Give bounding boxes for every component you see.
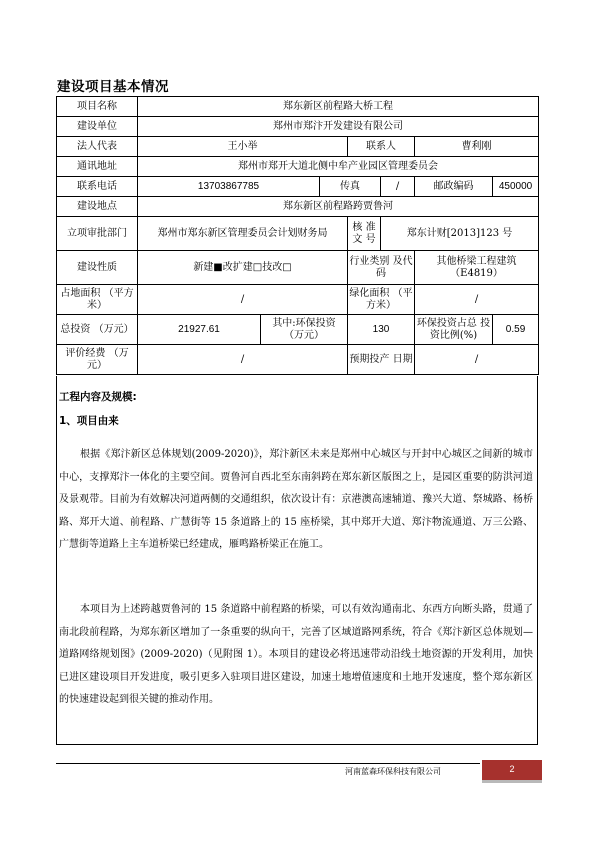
env-ratio-label: 环保投资占总 投资比例(%) (415, 315, 493, 345)
project-name-label: 项目名称 (57, 97, 138, 117)
table-row (57, 315, 539, 345)
table-row (57, 177, 539, 197)
fax-value: / (381, 177, 415, 197)
page-number-box (482, 760, 542, 780)
eval-fee-label: 评价经费 （万元） (57, 345, 138, 375)
postcode-label: 邮政编码 (415, 177, 493, 197)
env-investment-value: 130 (348, 315, 415, 345)
approval-no-value: 郑东计财[2013]123 号 (381, 217, 539, 251)
content-subheading: 1、项目由来 (59, 415, 119, 427)
total-investment-label: 总投资 （万元） (57, 315, 138, 345)
total-investment-value: 21927.61 (138, 315, 261, 345)
address-label: 通讯地址 (57, 157, 138, 177)
table-row (57, 285, 539, 315)
paragraph-project-description: 本项目为上述跨越贾鲁河的 15 条道路中前程路的桥梁，可以有效沟通南北、东西方向断头路，贯通了南北段前程路，为郑东新区增加了一条重要的纵向干，完善了区域道路网系统，符合《郑汴新区总体规划—道路网络规划图》(2009-2020)（见附图 1）。本项目的建设必将迅速带动沿线土地资源的开发利用，加快已进区建设项目开发进度，吸引更多入驻项目进区建设，加速土地增值速度和土地开发速度，整个郑东新区的快速建设起到很关键的推动作用。 (59, 604, 533, 705)
location-label: 建设地点 (57, 197, 138, 217)
green-area-value: / (415, 285, 539, 315)
legal-rep-label: 法人代表 (57, 137, 138, 157)
location-value: 郑东新区前程路跨贾鲁河 (138, 197, 539, 217)
address-value: 郑州市郑开大道北侧中牟产业园区管理委员会 (138, 157, 539, 177)
land-area-label: 占地面积 （平方米） (57, 285, 138, 315)
production-date-value: / (415, 345, 539, 375)
env-investment-label: 其中:环保投资 （万元） (261, 315, 348, 345)
footer-rule (56, 763, 480, 764)
eval-fee-value: / (138, 345, 348, 375)
postcode-value: 450000 (493, 177, 539, 197)
green-area-label: 绿化面积 （平方米） (348, 285, 415, 315)
table-row (57, 117, 539, 137)
builder-value: 郑州市郑汴开发建设有限公司 (138, 117, 539, 137)
industry-label: 行业类别 及代码 (348, 251, 415, 285)
contact-label: 联系人 (348, 137, 415, 157)
page-number: 2 (509, 764, 515, 774)
table-row (57, 345, 539, 375)
content-heading: 工程内容及规模: (59, 391, 137, 403)
land-area-value: / (138, 285, 348, 315)
table-row (57, 217, 539, 251)
project-info-table (56, 96, 539, 375)
section-title: 建设项目基本情况 (57, 79, 169, 95)
footer-company: 河南蓝森环保科技有限公司 (345, 767, 441, 776)
phone-value: 13703867785 (138, 177, 320, 197)
table-row (57, 97, 539, 117)
industry-value: 其他桥梁工程建筑 （E4819） (415, 251, 539, 285)
legal-rep-value: 王小举 (138, 137, 348, 157)
project-name-value: 郑东新区前程路大桥工程 (138, 97, 539, 117)
nature-label: 建设性质 (57, 251, 138, 285)
approval-dept-label: 立项审批部门 (57, 217, 138, 251)
phone-label: 联系电话 (57, 177, 138, 197)
nature-value: 新建■改扩建□技改□ (138, 251, 348, 285)
approval-dept-value: 郑州市郑东新区管理委员会计划财务局 (138, 217, 348, 251)
approval-no-label: 核 准 文 号 (348, 217, 381, 251)
contact-value: 曹利刚 (415, 137, 539, 157)
production-date-label: 预期投产 日期 (348, 345, 415, 375)
table-row (57, 157, 539, 177)
table-row (57, 137, 539, 157)
page-number-strip (482, 780, 542, 783)
table-row (57, 251, 539, 285)
paragraph-background: 根据《郑汴新区总体规划(2009-2020)》，郑汴新区未来是郑州中心城区与开封中心城区之间新的城市中心，支撑郑汴一体化的主要空间。贾鲁河自西北至东南斜跨在郑东新区版图之上，是园区重要的防洪河道及景观带。目前为有效解决河道两侧的交通组织，依次设计有：京港澳高速辅道、豫兴大道、祭城路、杨桥路、郑开大道、前程路、广慧街等 15 条道路上的 15 座桥梁，其中郑开大道、郑汴物流通道、万三公路、广慧街等道路上主车道桥梁已经建成，雁鸣路桥梁正在施工。 (59, 449, 533, 550)
table-row (57, 197, 539, 217)
env-ratio-value: 0.59 (493, 315, 539, 345)
project-content-box (56, 376, 538, 745)
builder-label: 建设单位 (57, 117, 138, 137)
fax-label: 传真 (320, 177, 381, 197)
